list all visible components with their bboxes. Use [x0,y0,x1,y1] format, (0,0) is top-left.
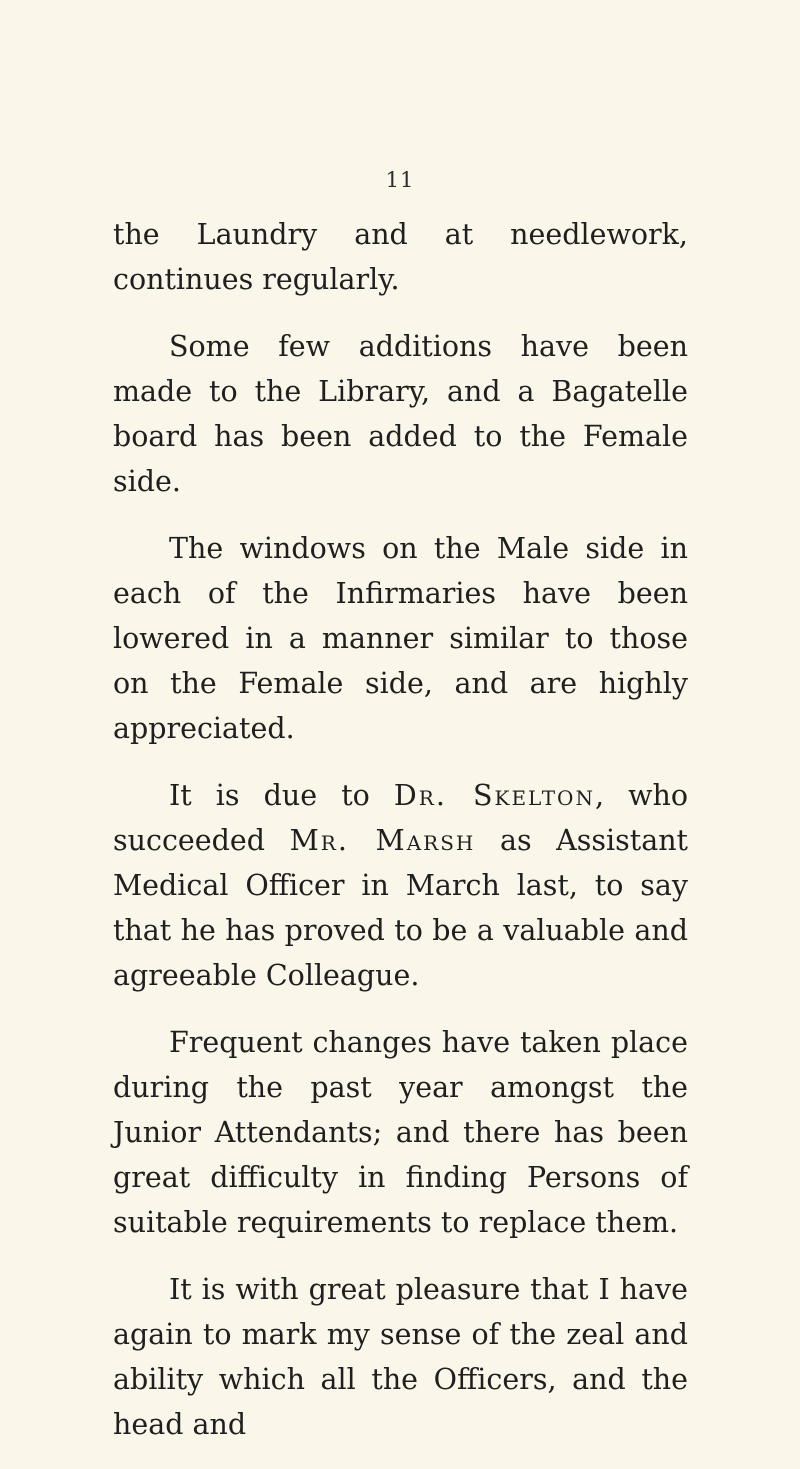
paragraph-library: Some few additions have been made to the Library, and a Bagatelle board has been added to the Female side. [113,330,688,498]
person-name-skelton: Dr. Skelton [393,779,595,812]
page-number: 11 [385,168,415,192]
paragraph-assistant-officer [113,773,688,998]
paragraph-text-segment: It is due to [169,779,394,812]
person-name-marsh: Mr. Marsh [289,824,476,857]
paragraph-laundry: the Laundry and at needlework, continues regularly. [113,218,688,296]
paragraph-attendants: Frequent changes have taken place during the past year amongst the Junior Attendants; and there has been great difficulty in finding Persons of suitable requirements to replace them. [113,1026,688,1239]
paragraph-officers: It is with great pleasure that I have again to mark my sense of the zeal and ability which all the Officers, and the head and [113,1273,688,1441]
body-text [113,212,688,1469]
paragraph-text-segment: , who succeeded [113,779,689,857]
paragraph-windows: The windows on the Male side in each of the Infirmaries have been lowered in a manner similar to those on the Female side, and are highly appreciated. [113,532,688,745]
paragraph-text-segment: as Assistant Medical Officer in March last, to say that he has proved to be a valuable and agreeable Colleague. [113,824,688,992]
